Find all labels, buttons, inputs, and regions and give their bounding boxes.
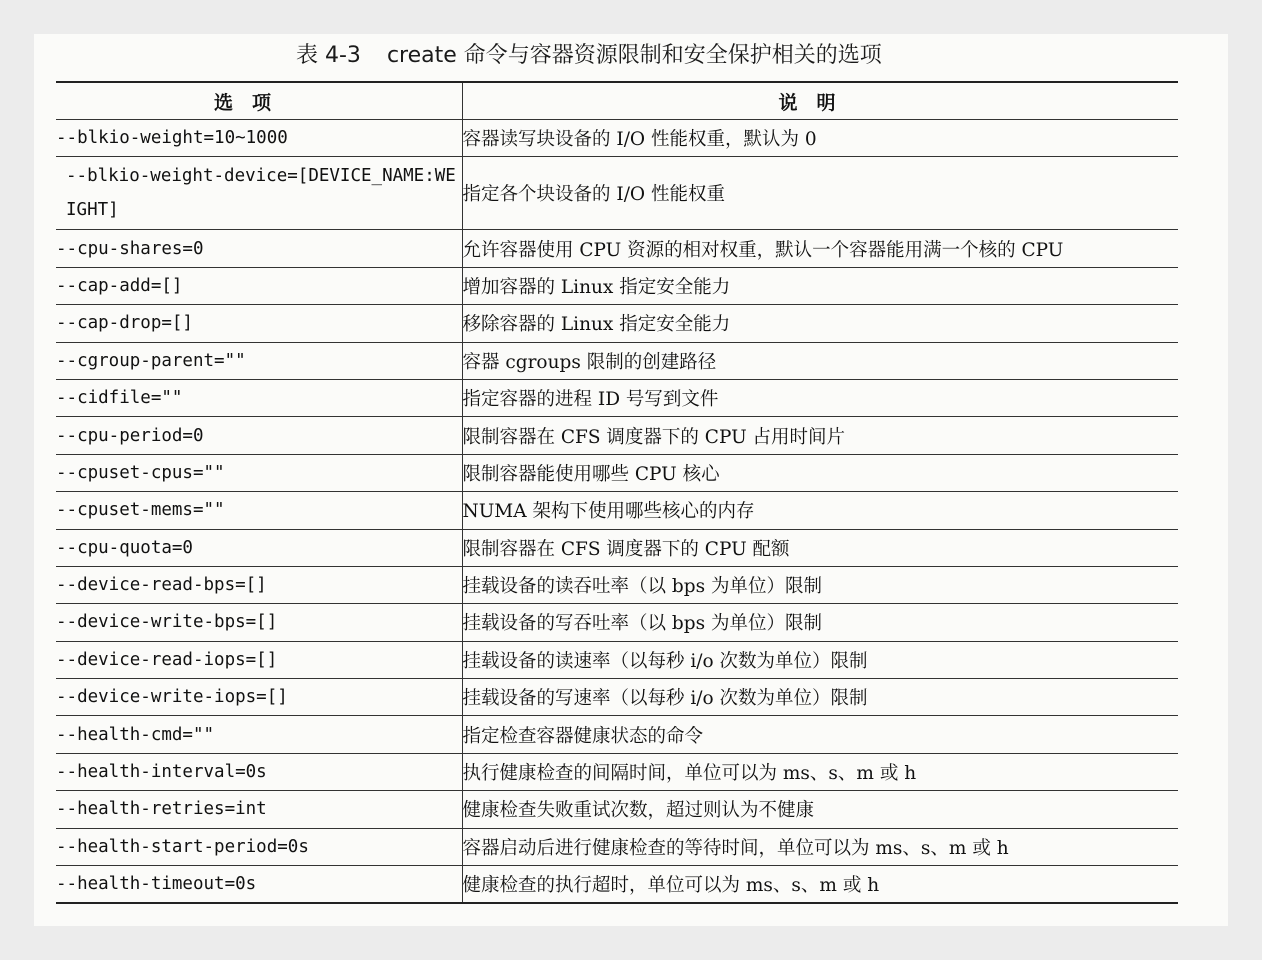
table-row bbox=[56, 417, 1178, 454]
option-cell: --cap-add=[] bbox=[56, 267, 462, 304]
table-row bbox=[56, 753, 1178, 790]
table-title: create 命令与容器资源限制和安全保护相关的选项 bbox=[386, 43, 882, 68]
description-cell: 挂载设备的读速率（以每秒 i/o 次数为单位）限制 bbox=[462, 641, 1178, 678]
options-table bbox=[56, 81, 1178, 904]
table-row bbox=[56, 267, 1178, 304]
description-cell: 容器读写块设备的 I/O 性能权重，默认为 0 bbox=[462, 120, 1178, 157]
table-row bbox=[56, 157, 1178, 230]
option-cell: --device-read-iops=[] bbox=[56, 641, 462, 678]
header-description: 说 明 bbox=[462, 82, 1178, 120]
description-cell: 增加容器的 Linux 指定安全能力 bbox=[462, 267, 1178, 304]
table-row bbox=[56, 716, 1178, 753]
table-row bbox=[56, 641, 1178, 678]
description-cell: 移除容器的 Linux 指定安全能力 bbox=[462, 305, 1178, 342]
description-cell: 限制容器在 CFS 调度器下的 CPU 占用时间片 bbox=[462, 417, 1178, 454]
option-cell: --cpu-shares=0 bbox=[56, 230, 462, 267]
option-cell: --blkio-weight-device=[DEVICE_NAME:WEIGHT] bbox=[56, 157, 462, 230]
option-cell: --blkio-weight=10~1000 bbox=[56, 120, 462, 157]
option-cell: --cgroup-parent="" bbox=[56, 342, 462, 379]
table-row bbox=[56, 866, 1178, 904]
option-cell: --cap-drop=[] bbox=[56, 305, 462, 342]
option-cell: --health-start-period=0s bbox=[56, 828, 462, 865]
description-cell: 限制容器在 CFS 调度器下的 CPU 配额 bbox=[462, 529, 1178, 566]
table-row bbox=[56, 566, 1178, 603]
table-header-row bbox=[56, 82, 1178, 120]
description-cell: 限制容器能使用哪些 CPU 核心 bbox=[462, 454, 1178, 491]
description-cell: 挂载设备的写速率（以每秒 i/o 次数为单位）限制 bbox=[462, 679, 1178, 716]
description-cell: 健康检查的执行超时，单位可以为 ms、s、m 或 h bbox=[462, 866, 1178, 904]
option-cell: --cpu-quota=0 bbox=[56, 529, 462, 566]
table-row bbox=[56, 230, 1178, 267]
description-cell: 容器启动后进行健康检查的等待时间，单位可以为 ms、s、m 或 h bbox=[462, 828, 1178, 865]
description-cell: NUMA 架构下使用哪些核心的内存 bbox=[462, 492, 1178, 529]
document-page bbox=[34, 34, 1228, 926]
table-number: 表 4-3 bbox=[296, 43, 361, 68]
option-cell: --device-write-bps=[] bbox=[56, 604, 462, 641]
table-row bbox=[56, 679, 1178, 716]
description-cell: 执行健康检查的间隔时间，单位可以为 ms、s、m 或 h bbox=[462, 753, 1178, 790]
description-cell: 允许容器使用 CPU 资源的相对权重，默认一个容器能用满一个核的 CPU bbox=[462, 230, 1178, 267]
table-row bbox=[56, 379, 1178, 416]
table-row bbox=[56, 454, 1178, 491]
option-cell: --device-read-bps=[] bbox=[56, 566, 462, 603]
table-row bbox=[56, 828, 1178, 865]
table-row bbox=[56, 120, 1178, 157]
option-cell: --cpu-period=0 bbox=[56, 417, 462, 454]
table-row bbox=[56, 529, 1178, 566]
table-row bbox=[56, 342, 1178, 379]
description-cell: 指定各个块设备的 I/O 性能权重 bbox=[462, 157, 1178, 230]
option-cell: --device-write-iops=[] bbox=[56, 679, 462, 716]
description-cell: 容器 cgroups 限制的创建路径 bbox=[462, 342, 1178, 379]
option-cell: --health-interval=0s bbox=[56, 753, 462, 790]
option-cell: --health-cmd="" bbox=[56, 716, 462, 753]
option-cell: --cpuset-mems="" bbox=[56, 492, 462, 529]
option-cell: --cpuset-cpus="" bbox=[56, 454, 462, 491]
header-option: 选 项 bbox=[56, 82, 462, 120]
description-cell: 指定容器的进程 ID 号写到文件 bbox=[462, 379, 1178, 416]
table-row bbox=[56, 604, 1178, 641]
description-cell: 指定检查容器健康状态的命令 bbox=[462, 716, 1178, 753]
option-cell: --health-retries=int bbox=[56, 791, 462, 828]
option-cell: --cidfile="" bbox=[56, 379, 462, 416]
description-cell: 健康检查失败重试次数，超过则认为不健康 bbox=[462, 791, 1178, 828]
description-cell: 挂载设备的读吞吐率（以 bps 为单位）限制 bbox=[462, 566, 1178, 603]
table-row bbox=[56, 492, 1178, 529]
description-cell: 挂载设备的写吞吐率（以 bps 为单位）限制 bbox=[462, 604, 1178, 641]
table-row bbox=[56, 305, 1178, 342]
table-row bbox=[56, 791, 1178, 828]
option-cell: --health-timeout=0s bbox=[56, 866, 462, 904]
table-caption bbox=[296, 38, 882, 69]
